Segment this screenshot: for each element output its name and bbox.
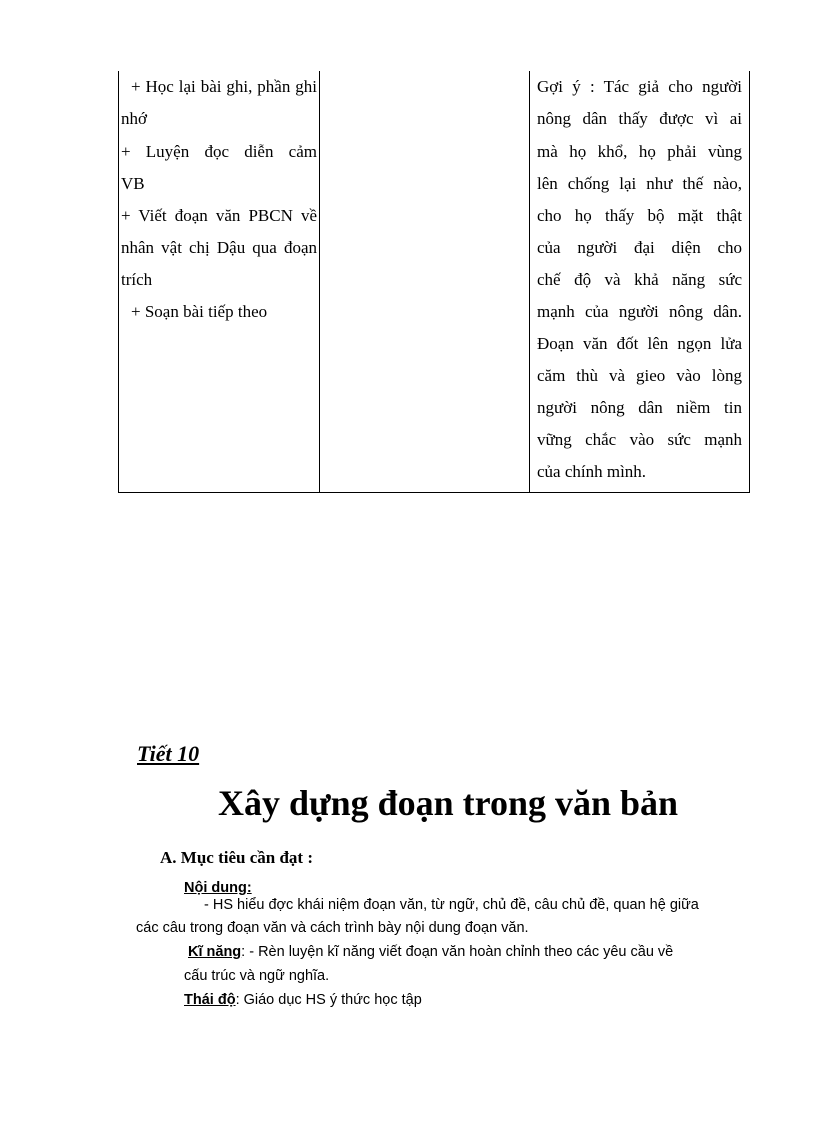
table-cell-line: cho họ thấy bộ mặt thật (537, 206, 742, 225)
attitude-paragraph (184, 992, 422, 1008)
table-cell-line: nhớ (121, 109, 147, 128)
skill-text-line: cấu trúc và ngữ nghĩa. (184, 968, 330, 984)
table-cell-line: trích (121, 270, 153, 289)
table-cell-line: lên chống lại như thế nào, (537, 174, 742, 193)
lesson-number: Tiết 10 (137, 741, 200, 766)
attitude-text: : Giáo dục HS ý thức học tập (235, 992, 422, 1008)
table-cell-line: + Luyện đọc diễn cảm (121, 142, 317, 161)
table-cell-line: Đoạn văn đốt lên ngọn lửa (537, 334, 742, 353)
table-cell-line: Gợi ý : Tác giả cho người (537, 77, 742, 96)
table-cell-line: VB (121, 174, 145, 193)
skill-text: : - Rèn luyện kĩ năng viết đoạn văn hoàn chỉnh theo các yêu cầu về (241, 944, 674, 960)
table-cell-line: người nông dân niềm tin (537, 398, 742, 417)
section-heading: A. Mục tiêu cần đạt : (160, 848, 313, 867)
table-cell-line: mà họ khổ, họ phải vùng (537, 142, 742, 161)
table-column-hint (530, 71, 749, 492)
table-cell-line: vững chắc vào sức mạnh (537, 430, 742, 449)
content-label (184, 880, 252, 896)
content-text-line: các câu trong đoạn văn và cách trình bày nội dung đoạn văn. (136, 920, 529, 936)
table-cell-line: nhân vật chị Dậu qua đoạn (121, 238, 317, 257)
table-cell-line: mạnh của người nông dân. (537, 302, 742, 321)
table-column-empty (320, 71, 530, 492)
table-cell-line: của chính mình. (537, 462, 647, 481)
skill-paragraph (188, 944, 673, 960)
table-cell-line: chế độ và khả năng sức (537, 270, 742, 289)
attitude-label: Thái độ (184, 992, 236, 1008)
content-label-text: Nội dung: (184, 880, 252, 896)
table-cell-line: căm thù và gieo vào lòng (537, 366, 742, 385)
plan-table (118, 71, 750, 493)
table-cell-line: + Học lại bài ghi, phần ghi (131, 77, 317, 96)
table-column-activities (119, 71, 320, 492)
lesson-title: Xây dựng đoạn trong văn bản (217, 783, 679, 823)
skill-label: Kĩ năng (188, 944, 242, 960)
table-cell-line: + Viết đoạn văn PBCN về (121, 206, 317, 225)
table-cell-line: của người đại diện cho (537, 238, 742, 257)
content-text-line: - HS hiểu đợc khái niệm đoạn văn, từ ngữ, chủ đề, câu chủ đề, quan hệ giữa (204, 897, 699, 913)
table-cell-line: + Soạn bài tiếp theo (131, 302, 268, 321)
table-cell-line: nông dân thấy được vì ai (537, 109, 742, 128)
